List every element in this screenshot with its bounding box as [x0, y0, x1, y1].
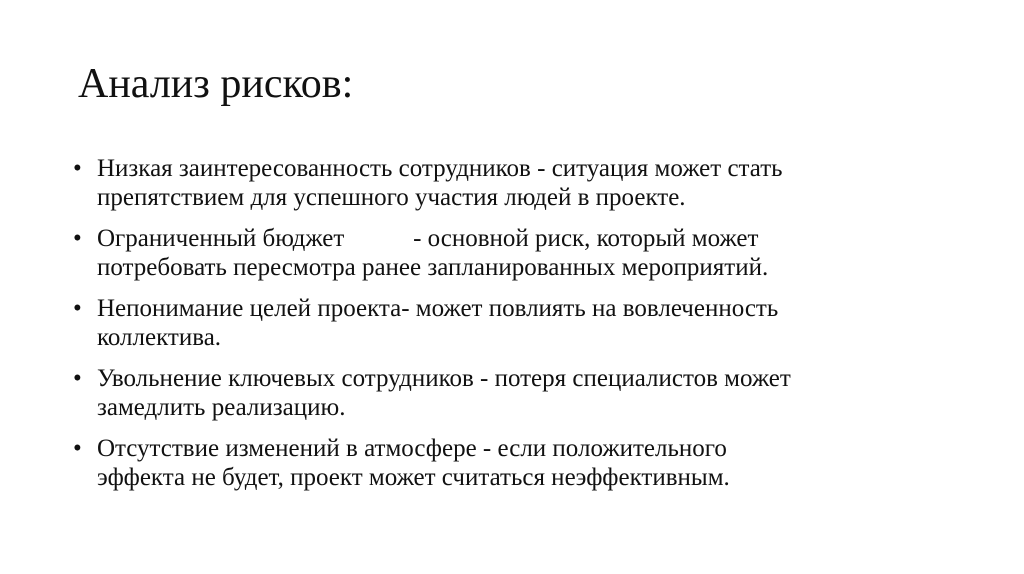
list-item-line: Отсутствие изменений в атмосфере - если положительного — [97, 435, 727, 462]
list-item-line: коллектива. — [97, 324, 222, 351]
list-item-line: Непонимание целей проекта- может повлиять на вовлеченность — [97, 295, 779, 322]
list-item — [73, 154, 953, 212]
bullet-icon: • — [73, 365, 82, 392]
bullet-icon: • — [73, 225, 82, 252]
list-item-line: Увольнение ключевых сотрудников - потеря специалистов может — [97, 365, 791, 392]
list-item — [73, 224, 953, 282]
list-item-line: эффекта не будет, проект может считаться неэффективным. — [97, 464, 730, 491]
bullet-icon: • — [73, 295, 82, 322]
slide-title: Анализ рисков: — [78, 61, 354, 107]
risk-list — [73, 154, 953, 504]
bullet-icon: • — [73, 435, 82, 462]
list-item-line: Ограниченный бюджет - основной риск, который может — [97, 225, 759, 252]
list-item-line: замедлить реализацию. — [97, 394, 346, 421]
bullet-icon: • — [73, 155, 82, 182]
list-item-line: препятствием для успешного участия людей в проекте. — [97, 184, 686, 211]
list-item-line: Низкая заинтересованность сотрудников - ситуация может стать — [97, 155, 783, 182]
list-item — [73, 434, 953, 492]
list-item — [73, 294, 953, 352]
list-item — [73, 364, 953, 422]
list-item-line: потребовать пересмотра ранее запланированных мероприятий. — [97, 254, 769, 281]
